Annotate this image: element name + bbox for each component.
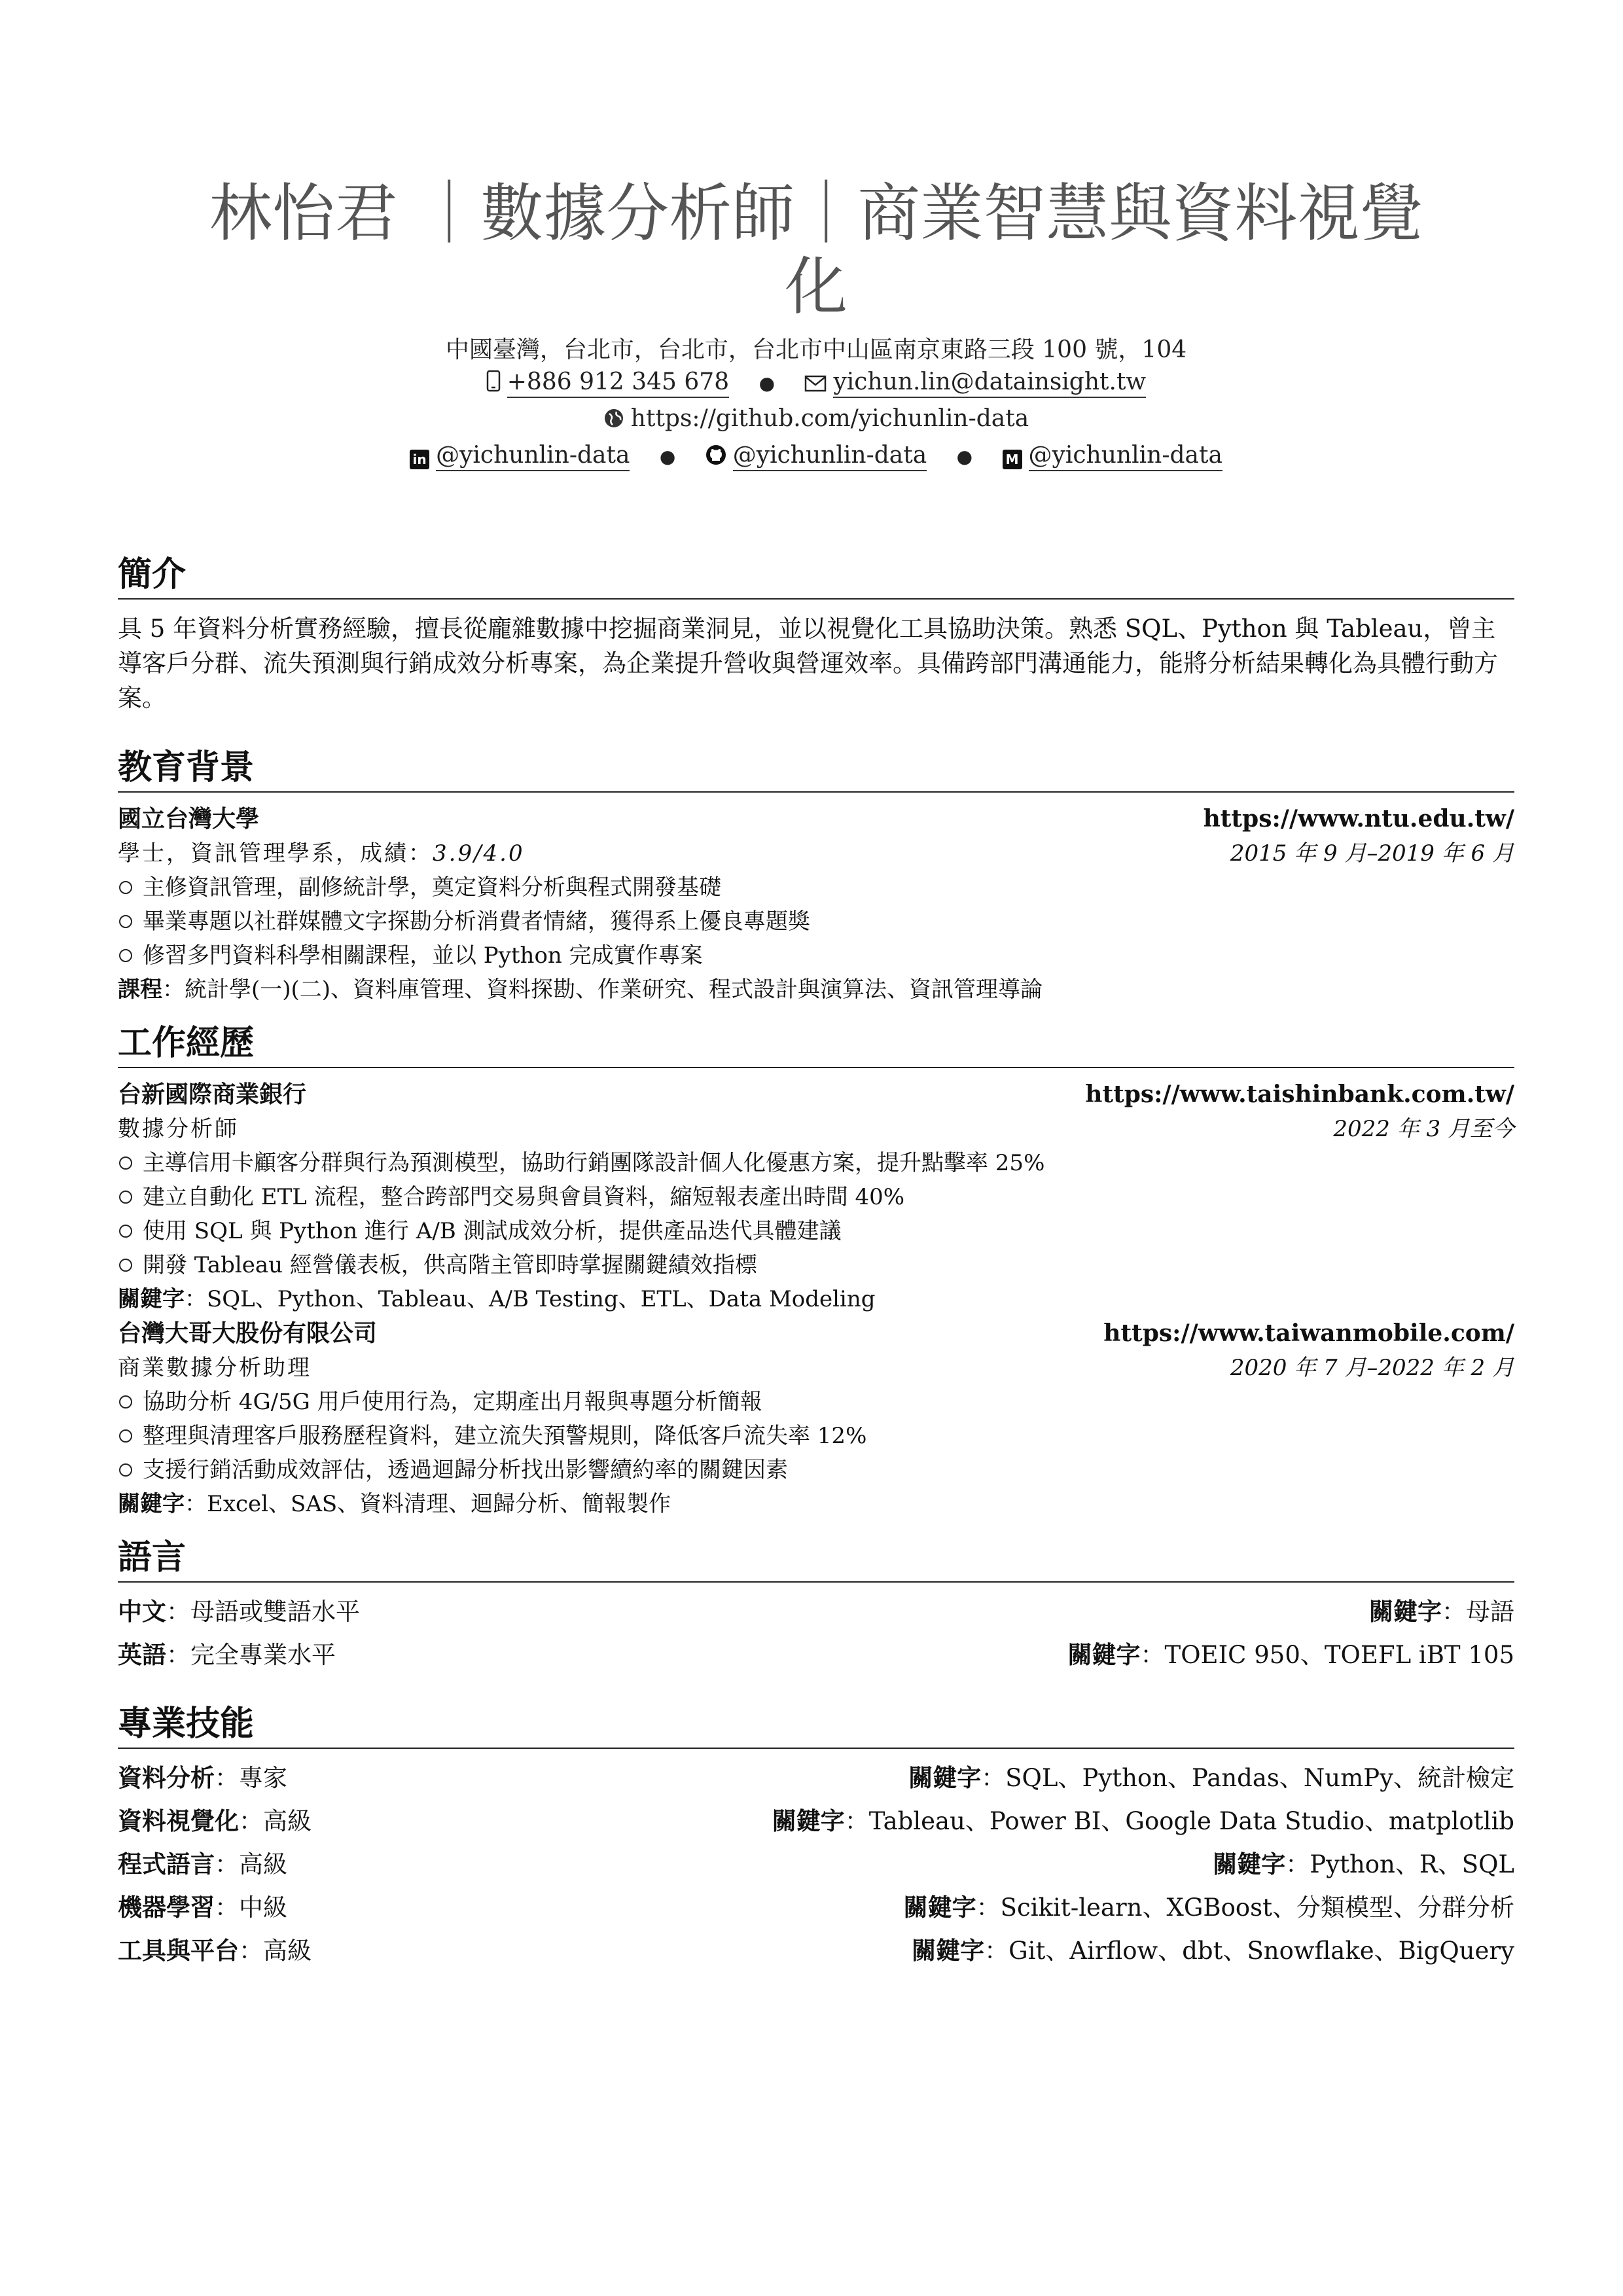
education-subheader [118,836,1514,870]
contact-line-1 [118,365,1514,402]
degree-text: 學士，資訊管理學系，成績： [118,840,433,867]
skill-row [118,1757,1514,1800]
skill-name [118,1843,287,1886]
list-item: 主導信用卡顧客分群與行為預測模型，協助行銷團隊設計個人化優惠方案，提升點擊率 25% [118,1146,1514,1180]
name-title: 林怡君 ｜數據分析師｜商業智慧與資料視覺化 [209,177,1423,323]
job-keywords [118,1282,1514,1316]
section-title: 教育背景 [118,747,1514,793]
section-title: 簡介 [118,554,1514,600]
list-item: 修習多門資料科學相關課程，並以 Python 完成實作專案 [118,939,1514,973]
github-link[interactable]: @yichunlin-data [733,442,927,471]
education-dates: 2015 年 9 月–2019 年 6 月 [1230,840,1514,867]
skill-row [118,1929,1514,1973]
education-bullets [118,870,1514,973]
language-level: ：完全專業水平 [166,1641,336,1669]
phone-link[interactable]: +886 912 345 678 [507,368,729,398]
job-subheader [118,1112,1514,1146]
language-keywords [1068,1634,1514,1677]
job-role: 商業數據分析助理 [118,1355,312,1381]
keywords-label: 關鍵字 [908,1764,982,1792]
skill-row [118,1843,1514,1886]
linkedin-link[interactable]: @yichunlin-data [436,442,630,471]
skills-section [118,1703,1514,1973]
summary-section [118,554,1514,715]
summary-text: 具 5 年資料分析實務經驗，擅長從龐雜數據中挖掘商業洞見，並以視覺化工具協助決策。熟悉 SQL、Python 與 Tableau，曾主導客戶分群、流失預測與行銷成效分析專案，為企業提升營收與營運效率。具備跨部門溝通能力，能將分析結果轉化為具體行動方案。 [118,615,1498,712]
skill-level: ：高級 [239,1937,312,1965]
website-link[interactable]: https://github.com/yichunlin-data [630,405,1029,432]
keywords-label: 關鍵字 [1213,1850,1286,1878]
skill-name [118,1886,287,1929]
keywords-text: ：Tableau、Power BI、Google Data Studio、matplotlib [844,1807,1514,1835]
job-header [118,1316,1514,1351]
contact-line-3 [118,439,1514,475]
company-url[interactable]: https://www.taiwanmobile.com/ [1103,1319,1514,1347]
keywords-label: 關鍵字 [903,1893,976,1922]
skill-label: 程式語言 [118,1850,215,1878]
job-subheader [118,1351,1514,1385]
keywords-label: 關鍵字 [912,1937,985,1965]
list-item: 開發 Tableau 經營儀表板，供高階主管即時掌握關鍵績效指標 [118,1248,1514,1282]
experience-section [118,1022,1514,1521]
address: 中國臺灣，台北市，台北市，台北市中山區南京東路三段 100 號，104 [445,336,1187,363]
section-title: 專業技能 [118,1703,1514,1749]
language-keywords [1369,1590,1514,1634]
keywords-label: 關鍵字 [1369,1598,1442,1626]
skill-keywords [908,1757,1514,1800]
skill-label: 資料視覺化 [118,1807,239,1835]
skill-label: 資料分析 [118,1764,215,1792]
keywords-label: 關鍵字 [118,1286,185,1312]
keywords-text: ：母語 [1442,1598,1514,1626]
list-item: 主修資訊管理，副修統計學，奠定資料分析與程式開發基礎 [118,870,1514,905]
language-label: 中文 [118,1598,166,1626]
skill-level: ：高級 [239,1807,312,1835]
keywords-label: 關鍵字 [772,1807,845,1835]
job-entry [118,1077,1514,1316]
languages-section [118,1537,1514,1677]
list-item: 整理與清理客戶服務歷程資料，建立流失預警規則，降低客戶流失率 12% [118,1419,1514,1453]
resume-page [118,177,1514,1973]
keywords-text: ：Git、Airflow、dbt、Snowflake、BigQuery [984,1937,1514,1965]
languages-list [118,1590,1514,1677]
gpa: 3.9/4.0 [433,840,525,867]
skill-row [118,1800,1514,1843]
keywords-text: ：TOEIC 950、TOEFL iBT 105 [1140,1641,1514,1669]
language-row [118,1590,1514,1634]
linkedin-icon: in [410,450,429,469]
skill-level: ：專家 [215,1764,287,1792]
language-name [118,1634,336,1677]
job-role: 數據分析師 [118,1116,239,1142]
courses [118,973,1514,1007]
language-label: 英語 [118,1641,166,1669]
school-name: 國立台灣大學 [118,806,260,833]
section-title: 語言 [118,1537,1514,1583]
company-name: 台新國際商業銀行 [118,1081,307,1108]
contact-line-2 [118,402,1514,439]
company-url[interactable]: https://www.taishinbank.com.tw/ [1085,1081,1514,1108]
keywords-label: 關鍵字 [1067,1641,1141,1669]
email-icon [804,368,827,402]
job-dates: 2022 年 3 月至今 [1333,1116,1514,1142]
email-link[interactable]: yichun.lin@datainsight.tw [833,368,1146,398]
job-bullets [118,1385,1514,1487]
language-level: ：母語或雙語水平 [166,1598,360,1626]
skill-row [118,1886,1514,1929]
list-item: 使用 SQL 與 Python 進行 A/B 測試成效分析，提供產品迭代具體建議 [118,1214,1514,1248]
list-item: 建立自動化 ETL 流程，整合跨部門交易與會員資料，縮短報表產出時間 40% [118,1180,1514,1214]
education-section [118,747,1514,1007]
list-item: 畢業專題以社群媒體文字探勘分析消費者情緒，獲得系上優良專題獎 [118,905,1514,939]
keywords-text: ：Excel、SAS、資料清理、迴歸分析、簡報製作 [185,1491,671,1517]
skill-name [118,1929,312,1973]
courses-text: ：統計學(一)(二)、資料庫管理、資料探勘、作業研究、程式設計與演算法、資訊管理導論 [162,977,1043,1003]
separator-dot: ● [659,446,676,467]
github-icon [705,441,726,475]
job-keywords [118,1487,1514,1521]
medium-link[interactable]: @yichunlin-data [1029,442,1222,471]
medium-icon: M [1003,450,1022,469]
keywords-text: ：Python、R、SQL [1285,1850,1514,1878]
skill-name [118,1757,287,1800]
keywords-text: ：Scikit-learn、XGBoost、分類模型、分群分析 [976,1893,1514,1922]
job-entry [118,1316,1514,1521]
section-title: 工作經歷 [118,1022,1514,1068]
globe-icon [603,404,624,439]
separator-dot: ● [758,372,775,394]
separator-dot: ● [956,446,973,467]
skill-keywords [904,1886,1514,1929]
company-name: 台灣大哥大股份有限公司 [118,1320,378,1347]
skill-label: 機器學習 [118,1893,215,1922]
language-name [118,1590,360,1634]
keywords-text: ：SQL、Python、Pandas、NumPy、統計檢定 [981,1764,1514,1792]
language-row [118,1634,1514,1677]
list-item: 協助分析 4G/5G 用戶使用行為，定期產出月報與專題分析簡報 [118,1385,1514,1419]
degree [118,836,525,870]
skill-level: ：中級 [215,1893,287,1922]
skill-keywords [1213,1843,1514,1886]
courses-label: 課程 [118,977,162,1003]
keywords-text: ：SQL、Python、Tableau、A/B Testing、ETL、Data Modeling [185,1286,876,1312]
skill-keywords [772,1800,1514,1843]
keywords-label: 關鍵字 [118,1491,185,1517]
skill-label: 工具與平台 [118,1937,239,1965]
list-item: 支援行銷活動成效評估，透過迴歸分析找出影響續約率的關鍵因素 [118,1453,1514,1487]
job-bullets [118,1146,1514,1282]
school-url[interactable]: https://www.ntu.edu.tw/ [1203,805,1514,833]
job-dates: 2020 年 7 月–2022 年 2 月 [1230,1355,1514,1381]
skill-level: ：高級 [215,1850,287,1878]
resume-header [118,177,1514,475]
skill-name [118,1800,312,1843]
education-header [118,802,1514,836]
skill-keywords [912,1929,1514,1973]
phone-icon [486,368,501,402]
skills-list [118,1757,1514,1973]
job-header [118,1077,1514,1112]
